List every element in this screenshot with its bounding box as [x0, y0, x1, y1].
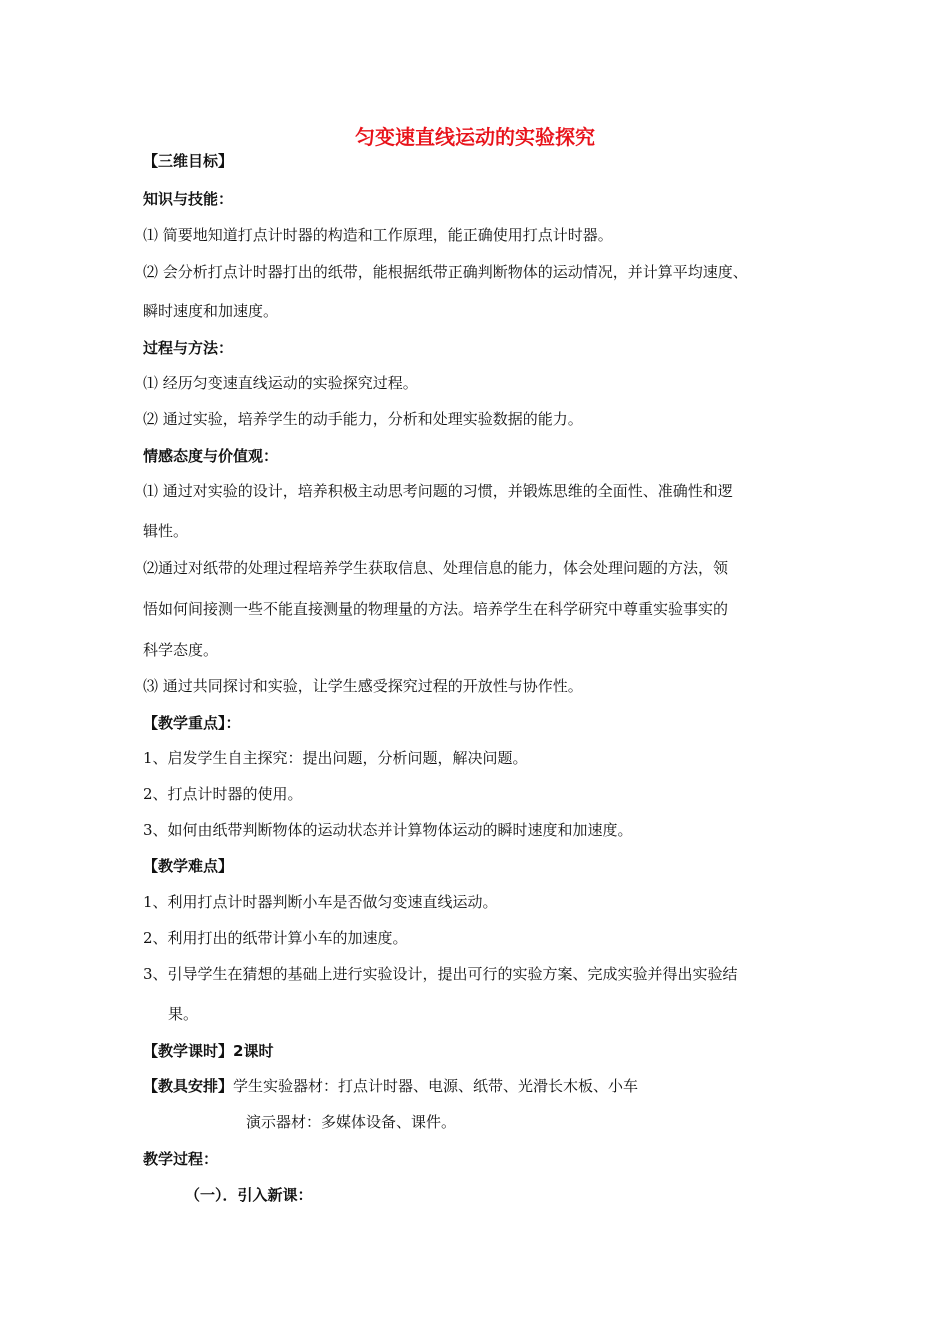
- document-title: 匀变速直线运动的实验探究: [355, 125, 595, 149]
- teaching-step-1: （一）．引入新课：: [185, 1186, 313, 1204]
- key-points-heading: 【教学重点】：: [143, 714, 241, 732]
- emotion-item-2-cont2: 科学态度。: [143, 641, 219, 659]
- knowledge-item-1: ⑴ 简要地知道打点计时器的构造和工作原理，能正确使用打点计时器。: [143, 226, 613, 244]
- hours-value: 2课时: [233, 1042, 274, 1060]
- process-item-2: ⑵ 通过实验，培养学生的动手能力，分析和处理实验数据的能力。: [143, 410, 583, 428]
- difficulty-3: 3、引导学生在猜想的基础上进行实验设计，提出可行的实验方案、完成实验并得出实验结: [143, 965, 738, 983]
- emotion-item-2-cont: 悟如何间接测一些不能直接测量的物理量的方法。培养学生在科学研究中尊重实验事实的: [143, 600, 729, 618]
- difficulties-heading: 【教学难点】: [143, 857, 234, 875]
- difficulty-1: 1、利用打点计时器判断小车是否做匀变速直线运动。: [143, 893, 498, 911]
- key-point-1: 1、启发学生自主探究：提出问题，分析问题，解决问题。: [143, 749, 528, 767]
- equipment-demo: 演示器材：多媒体设备、课件。: [246, 1113, 457, 1131]
- difficulty-3-cont: 果。: [168, 1005, 199, 1023]
- emotion-item-1: ⑴ 通过对实验的设计，培养积极主动思考问题的习惯，并锻炼思维的全面性、准确性和逻: [143, 482, 733, 500]
- emotion-item-2: ⑵通过对纸带的处理过程培养学生获取信息、处理信息的能力，体会处理问题的方法，领: [143, 559, 729, 577]
- teaching-process-heading: 教学过程：: [143, 1150, 219, 1168]
- emotion-item-3: ⑶ 通过共同探讨和实验，让学生感受探究过程的开放性与协作性。: [143, 677, 583, 695]
- emotion-heading: 情感态度与价值观：: [143, 447, 279, 465]
- knowledge-heading: 知识与技能：: [143, 190, 234, 208]
- difficulty-2: 2、利用打出的纸带计算小车的加速度。: [143, 929, 408, 947]
- equipment-student: 学生实验器材：打点计时器、电源、纸带、光滑长木板、小车: [233, 1077, 639, 1095]
- knowledge-item-2-cont: 瞬时速度和加速度。: [143, 302, 279, 320]
- hours-heading: 【教学课时】: [143, 1042, 234, 1060]
- key-point-2: 2、打点计时器的使用。: [143, 785, 303, 803]
- knowledge-item-2: ⑵ 会分析打点计时器打出的纸带，能根据纸带正确判断物体的运动情况，并计算平均速度、: [143, 263, 748, 281]
- goals-heading: 【三维目标】: [143, 152, 234, 170]
- process-heading: 过程与方法：: [143, 339, 234, 357]
- emotion-item-1-cont: 辑性。: [143, 522, 189, 540]
- equipment-line: [143, 1076, 638, 1096]
- equipment-heading: 【教具安排】: [143, 1077, 234, 1095]
- key-point-3: 3、如何由纸带判断物体的运动状态并计算物体运动的瞬时速度和加速度。: [143, 821, 633, 839]
- hours-line: [143, 1041, 273, 1061]
- process-item-1: ⑴ 经历匀变速直线运动的实验探究过程。: [143, 374, 418, 392]
